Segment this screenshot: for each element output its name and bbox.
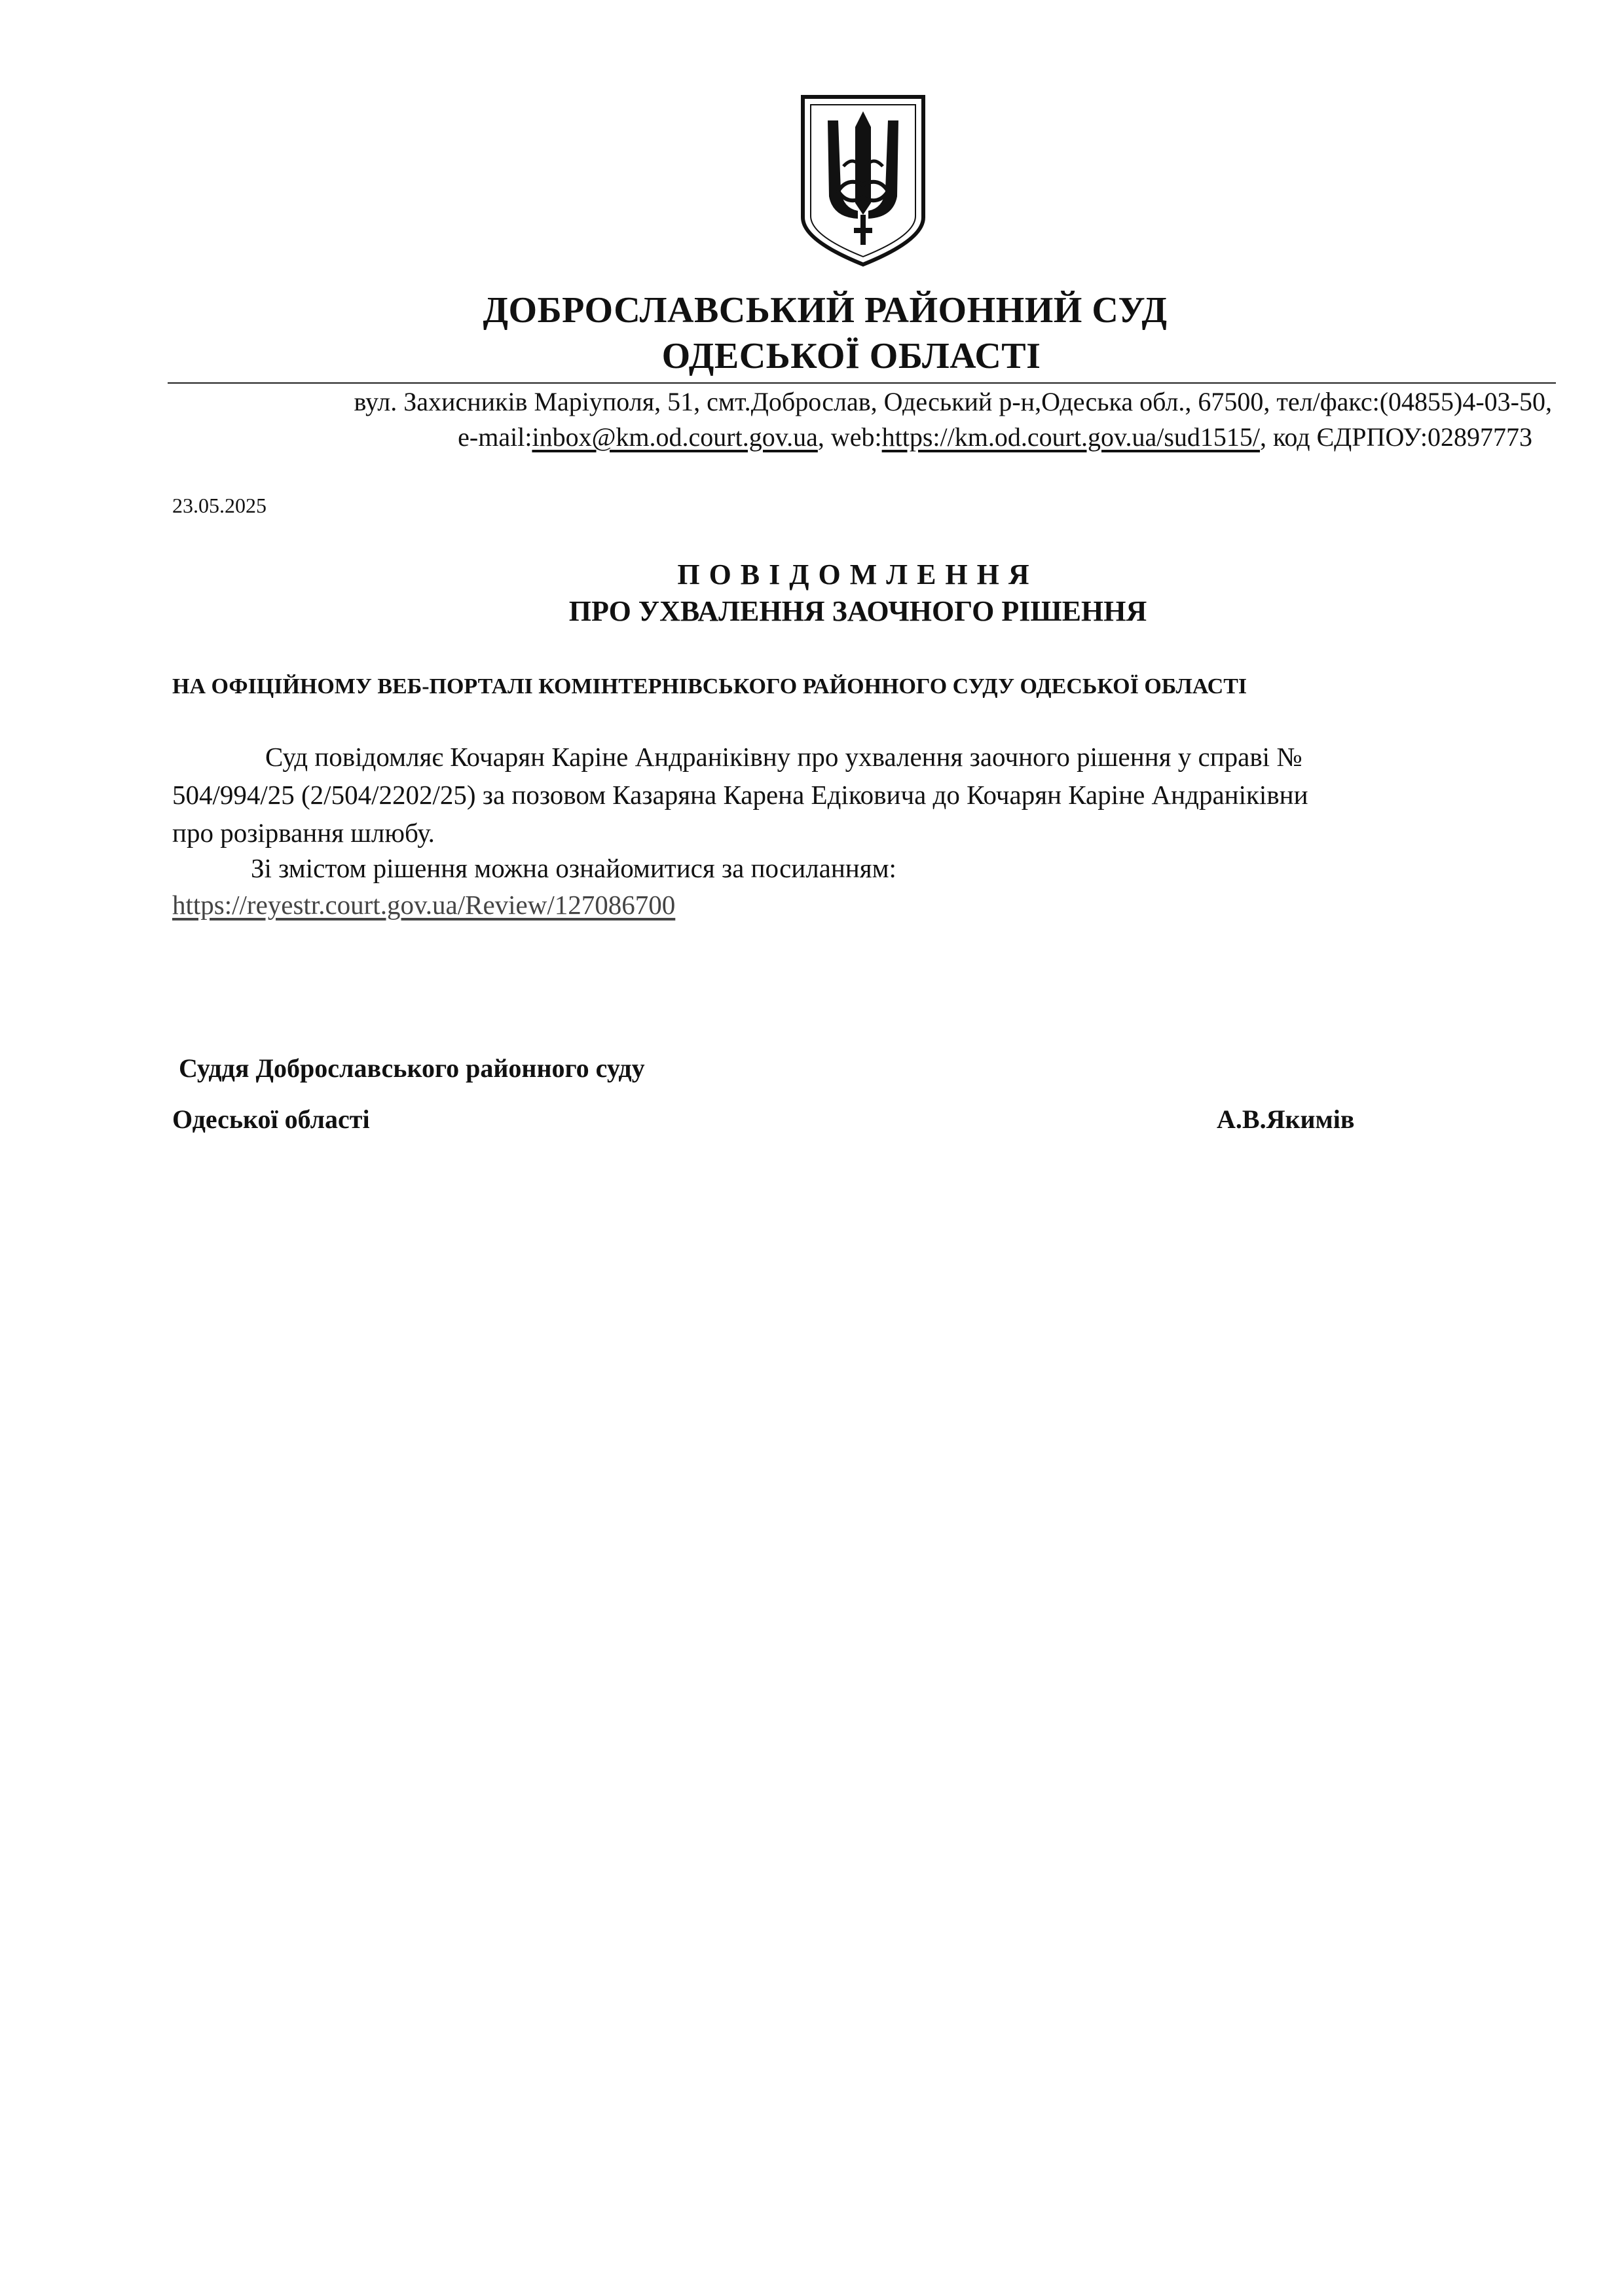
court-name-line2: ОДЕСЬКОЇ ОБЛАСТІ (661, 336, 1041, 376)
court-name-line1: ДОБРОСЛАВСЬКИЙ РАЙОННИЙ СУД (483, 290, 1168, 331)
document-date: 23.05.2025 (172, 494, 267, 517)
court-contacts (458, 424, 1532, 450)
judge-role-line2: Одеської області (172, 1104, 370, 1134)
edrpou-code: , код ЄДРПОУ:02897773 (1260, 422, 1532, 452)
web-label: , web: (817, 422, 882, 452)
judge-name: А.В.Якимів (1217, 1104, 1355, 1134)
notice-title: ПОВІДОМЛЕННЯ (677, 558, 1039, 591)
portal-heading: НА ОФІЦІЙНОМУ ВЕБ-ПОРТАЛІ КОМІНТЕРНІВСЬКОГО РАЙОННОГО СУДУ ОДЕСЬКОЇ ОБЛАСТІ (172, 674, 1247, 699)
email-label: e-mail: (458, 422, 532, 452)
notice-subtitle: ПРО УХВАЛЕННЯ ЗАОЧНОГО РІШЕННЯ (568, 595, 1147, 627)
judge-role-line1: Суддя Доброславського районного суду (179, 1053, 645, 1083)
coat-of-arms-emblem (798, 93, 929, 268)
body-text-line: 504/994/25 (2/504/2202/25) за позовом Казаряна Карена Едiковича до Кочарян Каріне Андранiкiвни (172, 780, 1308, 810)
email-link[interactable]: inbox@km.od.court.gov.ua (532, 422, 818, 452)
court-address: вул. Захисників Маріуполя, 51, смт.Доброслав, Одеський р-н,Одеська обл., 67500, тел/факс:(04855)4-03-50, (354, 387, 1552, 416)
body-text-line: Суд повідомляє Кочарян Каріне Андранiкiвну про ухвалення заочного рішення у справі № (265, 742, 1302, 772)
decision-link[interactable]: https://reyestr.court.gov.ua/Review/127086700 (172, 890, 676, 920)
body-text-line: про розірвання шлюбу. (172, 818, 435, 848)
header-divider (168, 382, 1556, 384)
body-text-line: Зі змістом рішення можна ознайомитися за посиланням: (251, 853, 896, 883)
website-link[interactable]: https://km.od.court.gov.ua/sud1515/ (881, 422, 1261, 452)
